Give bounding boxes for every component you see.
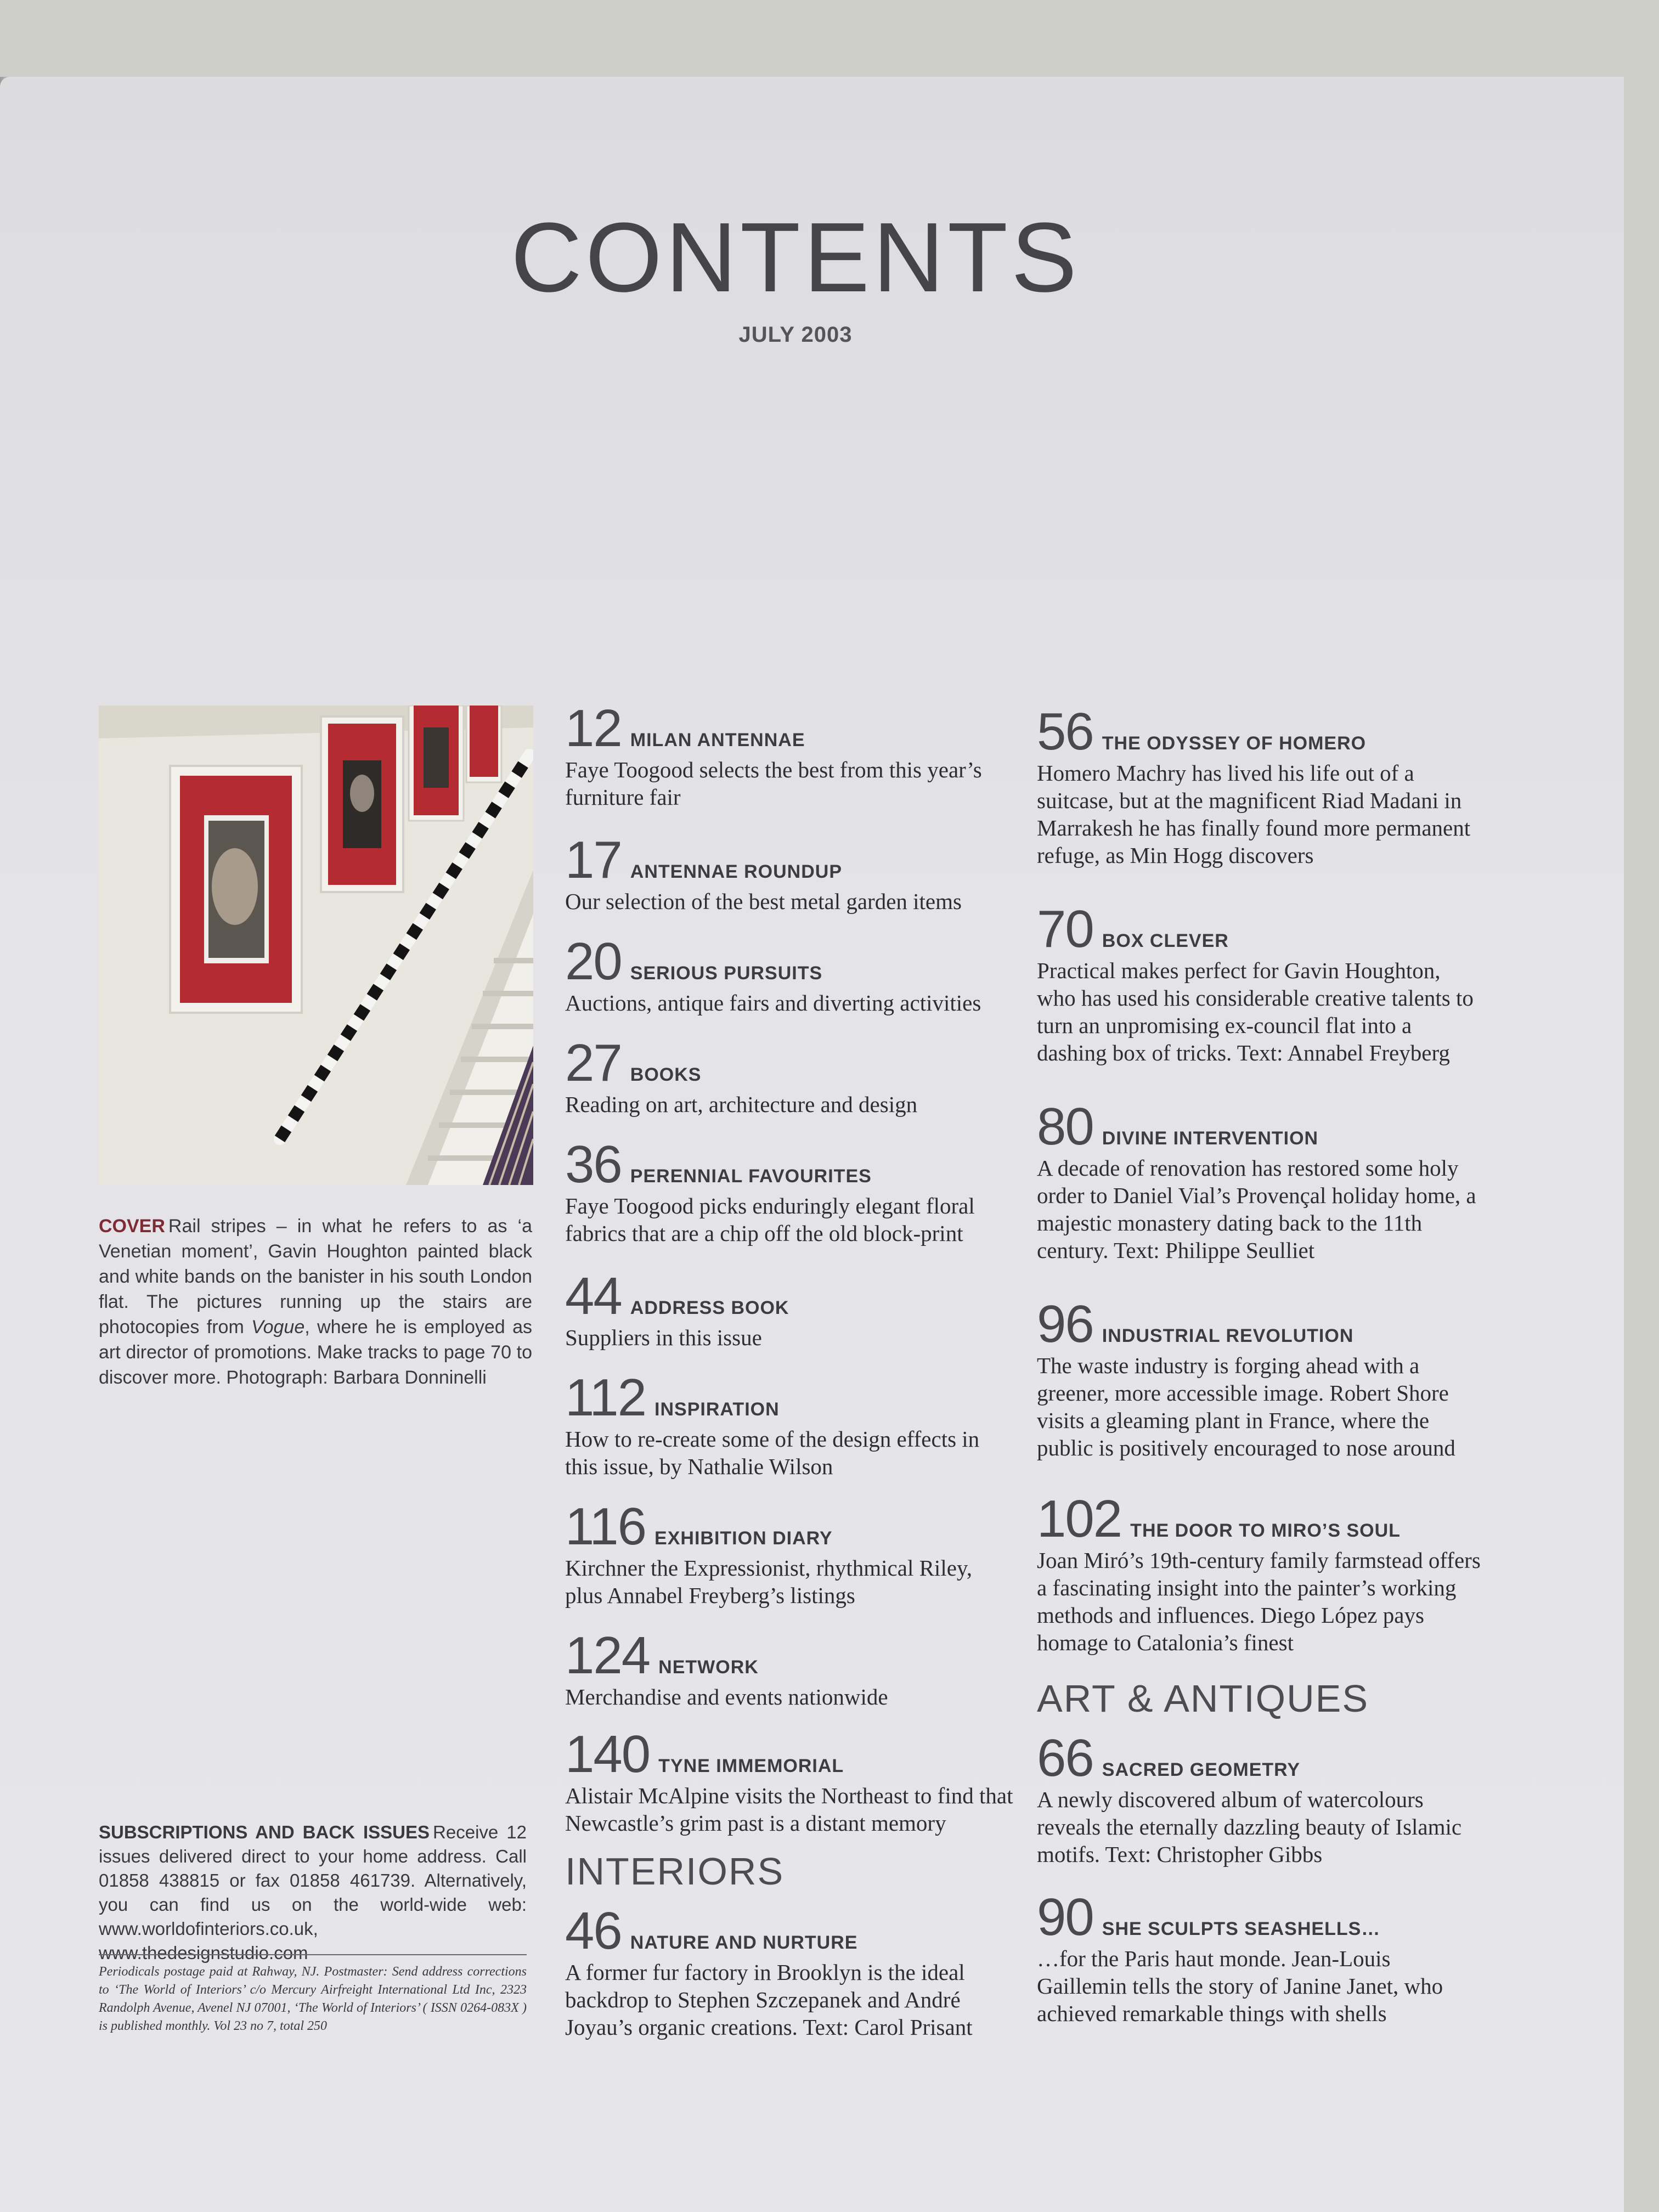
entry-title: SACRED GEOMETRY (1102, 1759, 1301, 1780)
entry-description: Kirchner the Expressionist, rhythmical Riley, plus Annabel Freyberg’s listings (565, 1555, 973, 1608)
contents-entry (565, 1034, 1015, 1138)
entry-title: BOX CLEVER (1102, 930, 1229, 951)
entry-description: Faye Toogood selects the best from this year’s furniture fair (565, 757, 982, 810)
entry-description: Our selection of the best metal garden items (565, 889, 962, 914)
page-number: 124 (565, 1626, 650, 1685)
contents-entry (565, 1135, 1015, 1270)
entry-description: Merchandise and events nationwide (565, 1684, 888, 1709)
page-number: 90 (1037, 1888, 1093, 1946)
cover-text-2: , where he is employed as art director of promotions. Make tracks to page 70 to discover more. Photograph: Barbara Donninelli (99, 1317, 532, 1388)
section-heading-art-antiques: ART & ANTIQUES (1037, 1677, 1369, 1720)
contents-entry (1037, 702, 1481, 903)
postage-notice: Periodicals postage paid at Rahway, NJ. Postmaster: Send address corrections to ‘The World of Interiors’ c/o Mercury Airfreight International Ltd Inc, 2323 Randolph Avenue, Avenel NJ 07001, ‘The World of Interiors’ ( ISSN 0264-083X ) is published monthly. Vol 23 no 7, total 250 (99, 1954, 527, 2035)
entry-description: A newly discovered album of watercolours reveals the eternally dazzling beauty of Islamic motifs. Text: Christopher Gibbs (1037, 1787, 1462, 1867)
page-number: 36 (565, 1135, 622, 1194)
page-number: 66 (1037, 1729, 1093, 1787)
page-number: 17 (565, 831, 622, 889)
entry-description: The waste industry is forging ahead with a greener, more accessible image. Robert Shore visits a gleaming plant in France, where the public is positively encouraged to nose around (1037, 1353, 1455, 1460)
cover-caption (99, 1214, 532, 1390)
entry-description: A decade of renovation has restored some holy order to Daniel Vial’s Provençal holiday home, a majestic monastery dating back to the 11th century. Text: Philippe Seulliet (1037, 1155, 1476, 1263)
page-number: 12 (565, 699, 622, 758)
page-number: 44 (565, 1267, 622, 1325)
entry-title: THE ODYSSEY OF HOMERO (1102, 733, 1367, 754)
contents-entry (565, 1901, 1015, 2041)
entry-title: DIVINE INTERVENTION (1102, 1128, 1319, 1149)
cover-photo (99, 706, 533, 1185)
contents-entry (1037, 1295, 1481, 1493)
page-title: CONTENTS (511, 202, 1080, 313)
page-number: 80 (1037, 1097, 1093, 1156)
entry-description: …for the Paris haut monde. Jean-Louis Gaillemin tells the story of Janine Janet, who achieved remarkable things with shells (1037, 1946, 1443, 2026)
entry-title: PERENNIAL FAVOURITES (630, 1166, 872, 1187)
entry-title: BOOKS (630, 1064, 702, 1085)
entry-description: Auctions, antique fairs and diverting activities (565, 990, 981, 1015)
entry-title: INSPIRATION (654, 1399, 780, 1420)
entry-description: Joan Miró’s 19th-century family farmstead offers a fascinating insight into the painter’s working methods and influences. Diego López pays homage to Catalonia’s finest (1037, 1548, 1481, 1655)
page-number: 112 (565, 1368, 646, 1427)
entry-title: THE DOOR TO MIRO’S SOUL (1130, 1520, 1401, 1541)
contents-entry (565, 1267, 1015, 1372)
contents-entry (565, 1725, 1015, 1849)
entry-title: INDUSTRIAL REVOLUTION (1102, 1325, 1354, 1346)
right-column (1037, 702, 1481, 2027)
contents-entry (1037, 1729, 1481, 1891)
subscriptions-text: Receive 12 issues delivered direct to your home address. Call 01858 438815 or fax 01858 461739. Alternatively, you can find us on the world-wide web: www.worldofinteriors.co.uk, www.thedesignstudio.com (99, 1822, 527, 1963)
entry-description: Reading on art, architecture and design (565, 1092, 918, 1117)
entry-description: Practical makes perfect for Gavin Houghton, who has used his considerable creative talents to turn an unpromising ex-council flat into a dashing box of tricks. Text: Annabel Freyberg (1037, 958, 1474, 1065)
entry-title: NETWORK (658, 1657, 759, 1678)
issue-date: JULY 2003 (738, 323, 853, 347)
page-number: 116 (565, 1497, 646, 1556)
cover-text: Rail stripes – in what he refers to as ‘a Venetian moment’, Gavin Houghton painted black and white bands on the banister in his south London flat. The pictures running up the stairs are photocopies from (99, 1216, 532, 1338)
cover-label: COVER (99, 1216, 165, 1237)
contents-entry (565, 1497, 1015, 1629)
subscriptions-block (99, 1820, 527, 1965)
entry-description: Faye Toogood picks enduringly elegant floral fabrics that are a chip off the old block-print (565, 1193, 975, 1246)
contents-entry (565, 1368, 1015, 1500)
section-heading-interiors: INTERIORS (565, 1850, 785, 1893)
entry-title: ADDRESS BOOK (630, 1297, 789, 1318)
page-number: 70 (1037, 900, 1093, 958)
entry-description: Homero Machry has lived his life out of a suitcase, but at the magnificent Riad Madani in Marrakesh he has finally found more permanent refuge, as Min Hogg discovers (1037, 760, 1471, 868)
contents-entry (565, 1626, 1015, 1728)
entry-description: A former fur factory in Brooklyn is the ideal backdrop to Stephen Szczepanek and André Joyau’s organic creations. Text: Carol Prisant (565, 1960, 973, 2040)
contents-entry (1037, 1489, 1481, 1679)
page-number: 102 (1037, 1489, 1122, 1548)
entry-title: SERIOUS PURSUITS (630, 963, 823, 984)
page-number: 20 (565, 932, 622, 991)
entry-title: TYNE IMMEMORIAL (658, 1756, 844, 1776)
contents-entry (565, 831, 1015, 935)
subscriptions-label: SUBSCRIPTIONS AND BACK ISSUES (99, 1822, 430, 1842)
entry-title: ANTENNAE ROUNDUP (630, 861, 843, 882)
entry-description: Suppliers in this issue (565, 1325, 762, 1350)
entry-description: Alistair McAlpine visits the Northeast to find that Newcastle’s grim past is a distant memory (565, 1783, 1013, 1836)
contents-entry (1037, 1097, 1481, 1298)
page-number: 27 (565, 1034, 622, 1092)
page-number: 96 (1037, 1295, 1093, 1353)
entry-title: SHE SCULPTS SEASHELLS… (1102, 1918, 1381, 1939)
entry-title: EXHIBITION DIARY (654, 1528, 833, 1549)
page-number: 46 (565, 1901, 622, 1960)
page-number: 56 (1037, 702, 1093, 761)
entry-title: MILAN ANTENNAE (630, 730, 805, 751)
contents-entry (565, 932, 1015, 1037)
contents-entry (1037, 1888, 1481, 2027)
contents-entry (565, 699, 1015, 834)
contents-entry (1037, 900, 1481, 1101)
page-number: 140 (565, 1725, 650, 1784)
entry-description: How to re-create some of the design effects in this issue, by Nathalie Wilson (565, 1426, 980, 1479)
entry-title: NATURE AND NURTURE (630, 1932, 858, 1953)
middle-column (565, 699, 1015, 2041)
cover-italic: Vogue (251, 1317, 305, 1338)
